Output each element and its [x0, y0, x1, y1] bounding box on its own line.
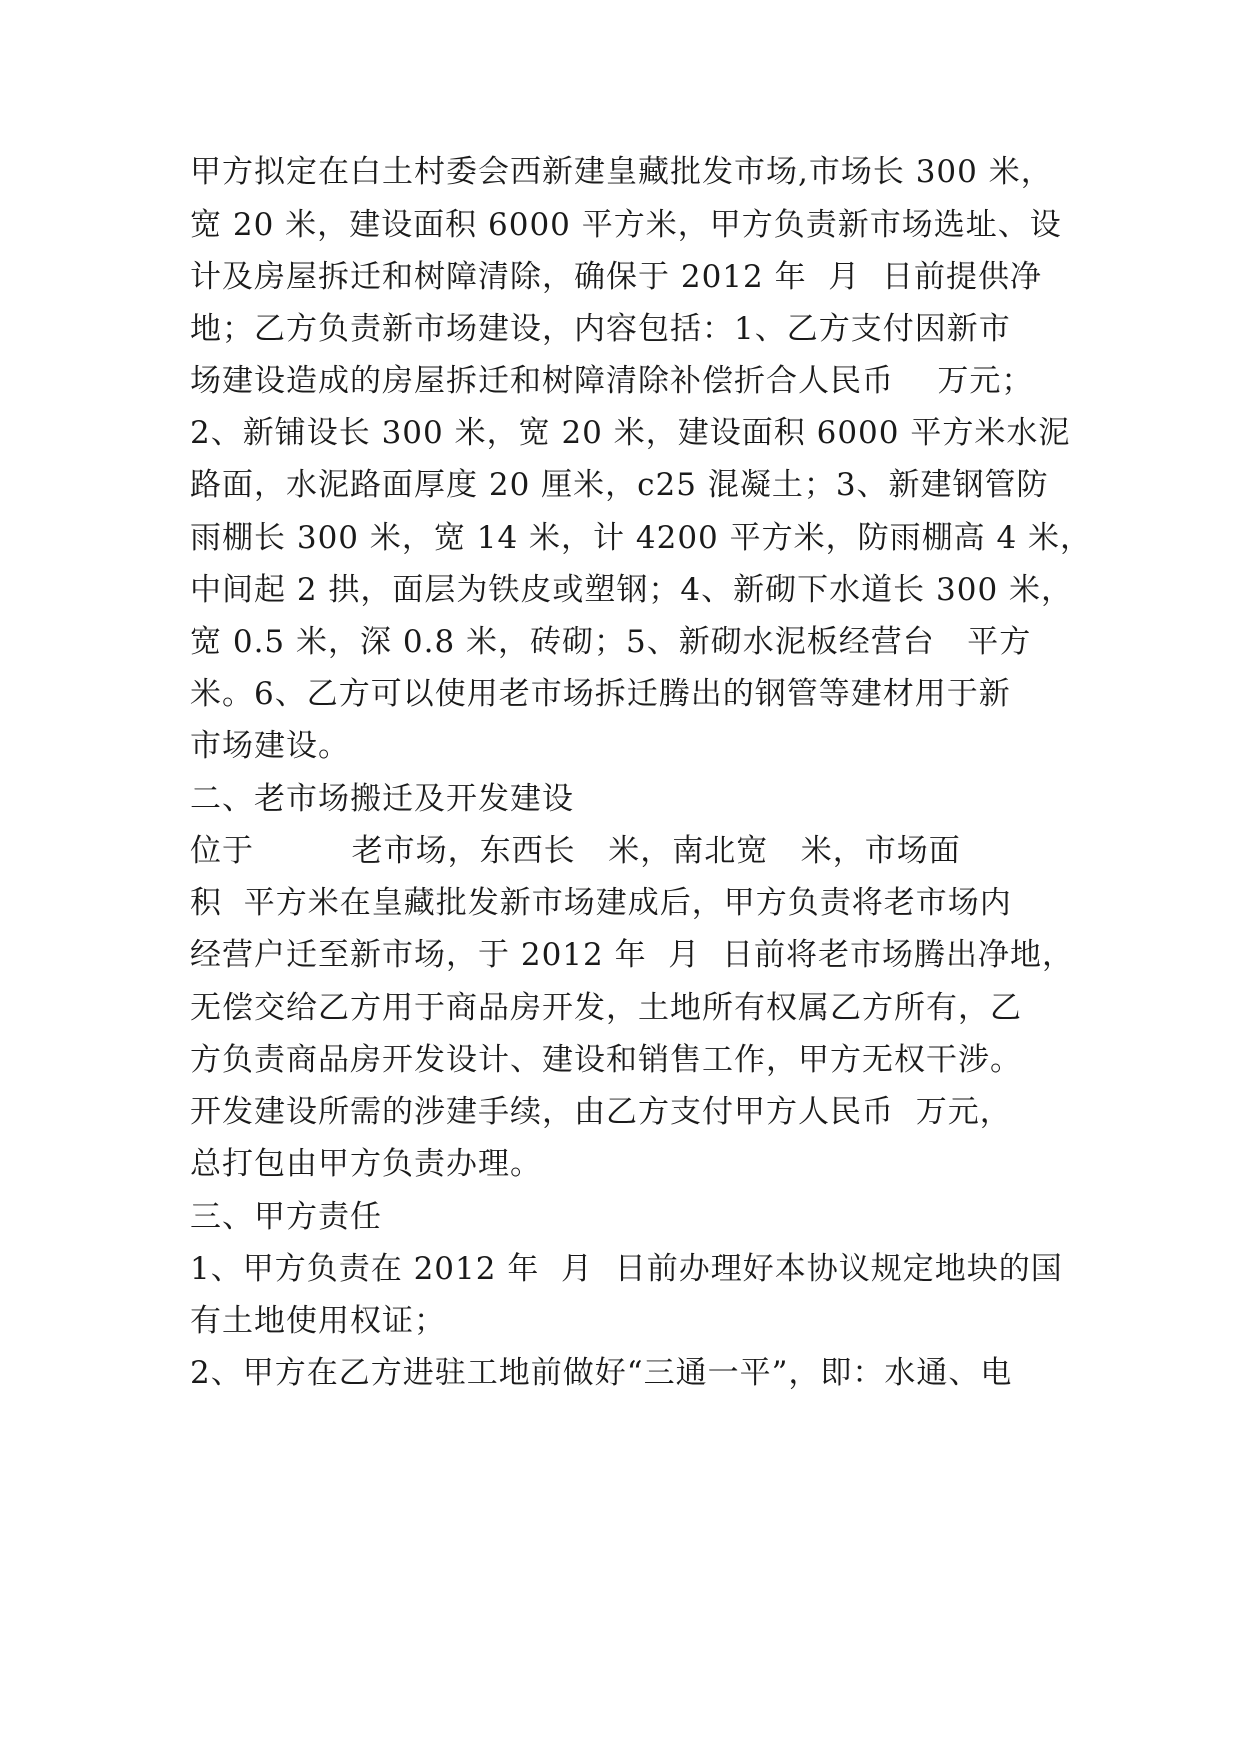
text-line: 场建设造成的房屋拆迁和树障清除补偿折合人民币 万元；: [190, 363, 1034, 399]
text-line: 甲方拟定在白土村委会西新建皇藏批发市场,市场长 300 米，: [190, 154, 1053, 190]
text-line: 米。6、乙方可以使用老市场拆迁腾出的钢管等建材用于新: [190, 676, 1011, 712]
text-line: 市场建设。: [190, 728, 350, 764]
text-line: 宽 0.5 米，深 0.8 米，砖砌；5、新砌水泥板经营台 平方: [190, 624, 1032, 660]
text-line: 中间起 2 拱，面层为铁皮或塑钢；4、新砌下水道长 300 米，: [190, 572, 1074, 608]
text-line: 计及房屋拆迁和树障清除，确保于 2012 年 月 日前提供净: [190, 259, 1043, 295]
section-heading: 三、甲方责任: [190, 1199, 382, 1235]
text-line: 经营户迁至新市场，于 2012 年 月 日前将老市场腾出净地，: [190, 937, 1075, 973]
text-line: 总打包由甲方负责办理。: [190, 1146, 542, 1182]
text-line: 开发建设所需的涉建手续，由乙方支付甲方人民币 万元，: [190, 1094, 1012, 1130]
text-line: 位于 老市场，东西长 米，南北宽 米，市场面: [190, 833, 961, 869]
text-line: 路面，水泥路面厚度 20 厘米，c25 混凝土；3、新建钢管防: [190, 467, 1049, 503]
text-line: 方负责商品房开发设计、建设和销售工作，甲方无权干涉。: [190, 1042, 1022, 1078]
text-line: 无偿交给乙方用于商品房开发，土地所有权属乙方所有，乙: [190, 990, 1022, 1026]
text-line: 1、甲方负责在 2012 年 月 日前办理好本协议规定地块的国: [190, 1251, 1063, 1287]
text-line: 2、新铺设长 300 米，宽 20 米，建设面积 6000 平方米水泥: [190, 415, 1071, 451]
text-line: 宽 20 米，建设面积 6000 平方米，甲方负责新市场选址、设: [190, 207, 1062, 243]
text-line: 雨棚长 300 米，宽 14 米，计 4200 平方米，防雨棚高 4 米，: [190, 520, 1093, 556]
text-line: 积 平方米在皇藏批发新市场建成后，甲方负责将老市场内: [190, 885, 1012, 921]
text-line: 有土地使用权证；: [190, 1303, 446, 1339]
text-line: 地；乙方负责新市场建设，内容包括：1、乙方支付因新市: [190, 311, 1011, 347]
text-line: 2、甲方在乙方进驻工地前做好“三通一平”，即：水通、电: [190, 1355, 1013, 1391]
section-heading: 二、老市场搬迁及开发建设: [190, 781, 574, 817]
